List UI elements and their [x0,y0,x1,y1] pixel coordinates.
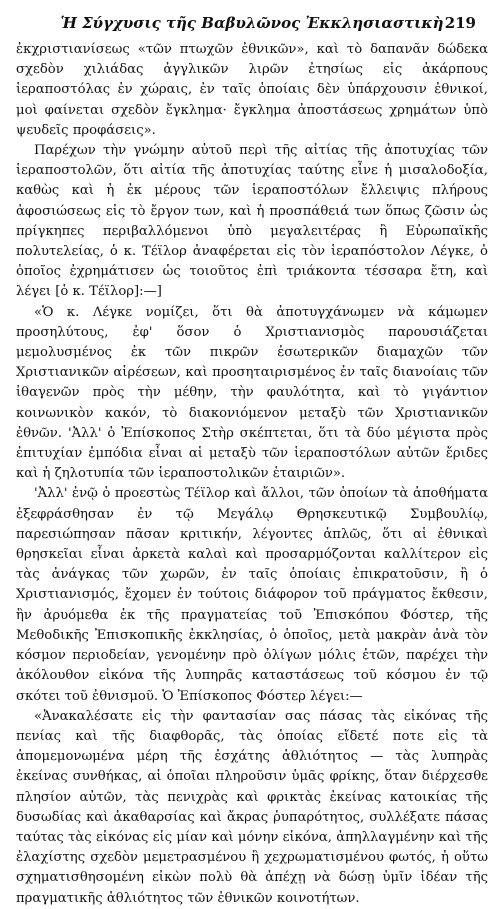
page-number: 219 [444,14,476,32]
paragraph: ἐκχριστιανίσεως «τῶν πτωχῶν ἐθνικῶν», καὶ τὸ δαπανᾶν δώδεκα σχεδὸν χιλιάδας ἀγγλικῶν λιρῶν ἐτησίως εἰς ἀκάρπους ἱεραποστόλας ἐν χώραις, ἐν ταῖς ὁποίαις δὲν ὑπάρχουσιν ἐθνικοί, μοὶ φαίνεται σχεδὸν ἔγκλημα· ἔγκλημα ἀποστάσεως χρημάτων ὑπὸ ψευδεῖς προφάσεις». [16,42,488,138]
running-header [16,12,488,34]
quotation-paragraph: «Ἀνακαλέσατε εἰς τὴν φαντασίαν σας πάσας τὰς εἰκόνας τῆς πενίας καὶ τῆς διαφθορᾶς, τὰς ὁποίας εἴδετέ ποτε εἰς τὰ ἀπομεμονωμένα μέρη τῆς ἐσχάτης ἀθλιότητος — τὰς λυπηρὰς ἐκείνας συνθήκας, αἱ ὁποῖαι πληροῦσιν ὑμᾶς φρίκης, ὅταν διέρχεσθε πλησίον αὐτῶν, τὰς πενιχρὰς καὶ φρικτὰς ἐκείνας κατοικίας τῆς δυσωδίας καὶ ἀκαθαρσίας καὶ ἄκρας ῥυπαρότητος, συλλέξατε πάσας ταύτας τὰς εἰκόνας εἰς μίαν καὶ μόνην εἰκόνα, ἀπηλλαγμένην καὶ τῆς ἐλαχίστης σχεδὸν μεμετρασμένου ἢ χεχρωματισμένου φωτός, ἡ οὕτω σχηματισθησομένη εἰκὼν πολὺ θὰ ἀπέχῃ νὰ δώσῃ ὑμῖν ἰδέαν τῆς πραγματικῆς ἀθλιότητος τῶν ἐθνικῶν κοινοτήτων. [16,708,488,906]
quotation-paragraph: «Ὁ κ. Λέγκε νομίζει, ὅτι θὰ ἀποτυγχάνωμεν νὰ κάμωμεν προσηλύτους, ἐφ' ὅσον ὁ Χριστιανισμὸς παρουσιάζεται μεμολυσμένος ἐκ τῶν πικρῶν ἐσωτερικῶν διαμαχῶν τῶν Χριστιανικῶν αἱρέσεων, καὶ προσηταιρισμένος ἐν ταῖς διανοίαις τῶν ἰθαγενῶν πρὸς τὴν μέθην, τὴν φαυλότητα, καὶ τὸ γιγάντιον κοινωνικὸν κακόν, τὸ διακονιόμενον μεταξὺ τῶν Χριστιανικῶν ἐθνῶν. 'Ἀλλ' ὁ Ἐπίσκοπος Στὴρ σκέπτεται, ὅτι τὰ δύο μέγιστα πρὸς ἐπιτυχίαν ἐμπόδια εἶναι αἱ μεταξὺ τῶν ἱεραποστόλων αὐτῶν ἔριδες καὶ ἡ ζηλοτυπία τῶν ἱεραποστολικῶν ἑταιριῶν». [16,304,488,482]
paragraph: 'Ἀλλ' ἐνῷ ὁ προεστὼς Τέϊλορ καὶ ἄλλοι, τῶν ὁποίων τὰ ἀποθήματα ἐξεφράσθησαν ἐν τῷ Μεγάλῳ Θρησκευτικῷ Συμβουλίῳ, παρεσιώπησαν πᾶσαν κριτικήν, λέγοντες ἁπλῶς, ὅτι αἱ ἐθνικαὶ θρησκεῖαι εἶναι ἀρκετὰ καλαὶ καὶ προσαρμόζονται καλλίτερον εἰς τὰς ἀνάγκας τῶν χωρῶν, ἐν ταῖς ὁποίαις ἐπικρατοῦσιν, ἢ ὁ Χριστιανισμός, ἔχομεν ἐν τούτοις διάφορον τοῦ πράγματος ἔκθεσιν, ἣν ἀρυόμεθα ἐκ τῆς πραγματείας τοῦ Ἐπισκόπου Φόστερ, τῆς Μεθοδικῆς Ἐπισκοπικῆς ἐκκλησίας, ὁ ὁποῖος, μετὰ μακρὰν ἀνὰ τὸν κόσμον περιοδείαν, γενομένην πρὸ ὀλίγων μόλις ἐτῶν, παρέχει τὴν ἀκόλουθον εἰκόνα τῆς λυπηρᾶς καταστάσεως τοῦ κόσμου ἐν τῷ σκότει τοῦ ἐθνισμοῦ. Ὁ Ἐπίσκοπος Φόστερ λέγει:— [16,486,488,704]
paragraph: Παρέχων τὴν γνώμην αὐτοῦ περὶ τῆς αἰτίας τῆς ἀποτυχίας τῶν ἱεραποστολῶν, ὅτι αἰτία τῆς ἀποτυχίας ταύτης εἶνε ἡ μισαλοδοξία, καθὼς καὶ ἡ ἐκ μέρους τῶν ἱεραποστόλων ἔλλειψις πλήρους ἀφοσιώσεως εἰς τὸ ἔργον των, καὶ ἡ προσπάθειά των ὅπως ζῶσιν ὡς πρίγκηπες περιβαλλόμενοι ὑπὸ μεγαλειτέρας ἢ Εὐρωπαϊκῆς πολυτελείας, ὁ κ. Τέϊλορ ἀναφέρεται εἰς τὸν ἱεραπόστολον Λέγκε, ὁ ὁποῖος ἐχρημάτισεν ὡς τοιοῦτος ἐπὶ τριάκοντα τέσσαρα ἔτη, καὶ λέγει [ὁ κ. Τέϊλορ]:—] [16,143,488,300]
page-body-text [16,40,488,909]
running-title: Ἡ Σύγχυσις τῆς Βαβυλῶνος Ἐκκλησιαστικὴ [60,14,444,32]
